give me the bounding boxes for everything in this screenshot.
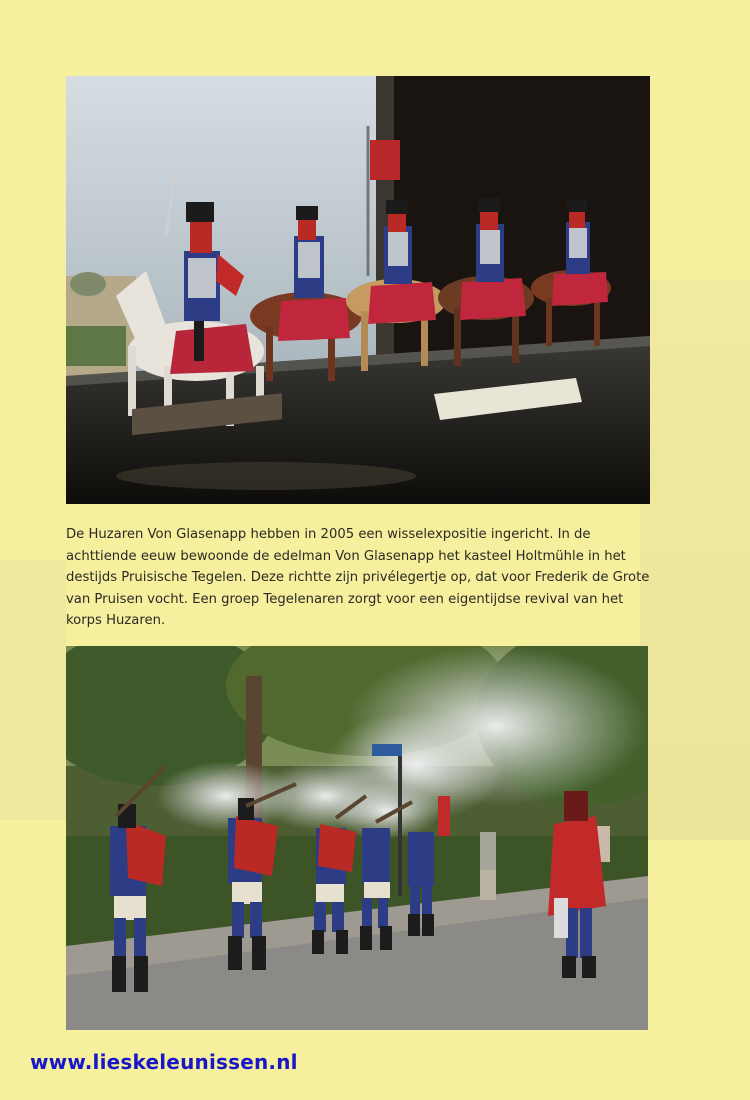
- background-building-watermark: [640, 280, 750, 840]
- background-watermark-left: [0, 560, 66, 820]
- photo-caption: De Huzaren Von Glasenapp hebben in 2005 een wisselexpositie ingericht. In de achttiende eeuw bewoonde de edelman Von Glasenapp het kasteel Holtmühle in het destijds Pruisische Tegelen. Deze richtte zijn privélegertje op, dat voor Frederik de Grote van Pruisen vocht. Een groep Tegelenaren zorgt voor een eigentijdse revival van het korps Huzaren.: [66, 527, 650, 628]
- reenactment-musket-salute-photo: [66, 646, 648, 1030]
- website-url[interactable]: www.lieskeleunissen.nl: [30, 1050, 298, 1074]
- figurines-display-photo: [66, 76, 650, 504]
